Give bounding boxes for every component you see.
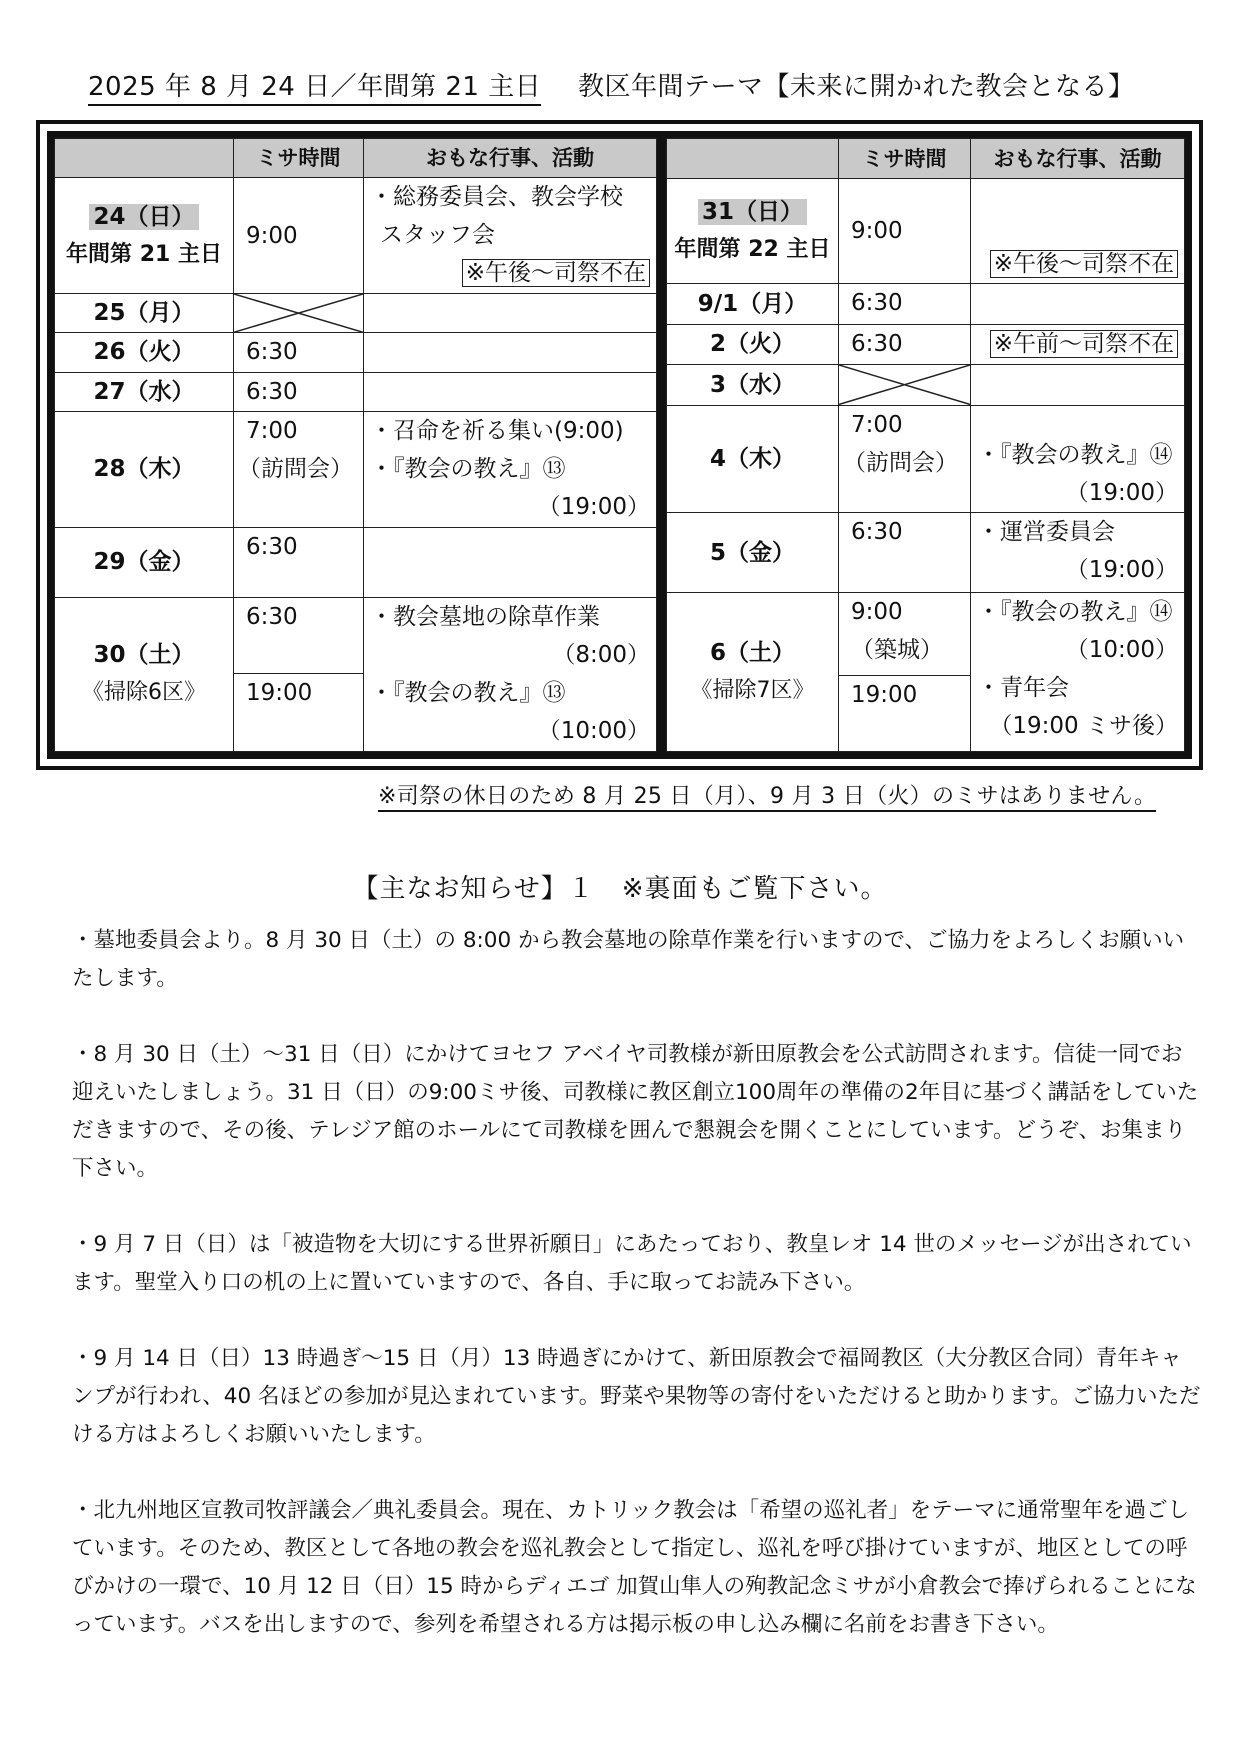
table-row	[55, 597, 657, 673]
table-row	[667, 284, 1185, 324]
priest-absent-notice: ※午後～司祭不在	[990, 250, 1178, 278]
day-cell: 31（日） 年間第 22 主日	[667, 179, 839, 284]
schedule-table-left	[54, 138, 657, 752]
notices-title: 【主なお知らせ】１ ※裏面もご覧下さい。	[352, 874, 888, 904]
header-mass-time: ミサ時間	[839, 139, 971, 179]
table-header-row	[55, 139, 657, 178]
day-cell: 28（木）	[55, 411, 234, 527]
table-row	[55, 178, 657, 294]
schedule-table-right	[666, 138, 1185, 752]
table-row	[667, 405, 1185, 513]
priest-absent-notice: ※午前～司祭不在	[990, 330, 1178, 358]
table-row	[55, 527, 657, 597]
schedule-week-right	[666, 138, 1185, 752]
mass-time: 6:30	[839, 324, 971, 364]
notice-item: ・8 月 30 日（土）～31 日（日）にかけてヨセフ アベイヤ司教様が新田原教会を公式訪問されます。信徒一同でお迎えいたしましょう。31 日（日）の9:00ミサ後、司教様に教区創立100周年の準備の2年目に基づく講話をしていただきますので、その後、テレジア館のホールにて司教様を囲んで懇親会を開くことにしています。どうぞ、お集まり下さい。	[72, 1042, 1199, 1181]
events-cell	[971, 179, 1185, 284]
day-cell: 25（月）	[55, 294, 234, 333]
notice-item: ・墓地委員会より。8 月 30 日（土）の 8:00 から教会墓地の除草作業を行いますので、ご協力をよろしくお願いいたします。	[72, 928, 1185, 991]
diocese-theme: 教区年間テーマ【未来に開かれた教会となる】	[578, 72, 1135, 102]
schedule-week-left	[54, 138, 657, 752]
day-cell: 26（火）	[55, 333, 234, 372]
header-events: おもな行事、活動	[971, 139, 1185, 179]
table-row	[55, 372, 657, 411]
mass-time: 6:30	[234, 333, 364, 372]
notice-item: ・北九州地区宣教司牧評議会／典礼委員会。現在、カトリック教会は「希望の巡礼者」をテーマに通常聖年を過ごしています。そのため、教区として各地の教会を巡礼教会として指定し、巡礼を呼び掛けていますが、地区としての呼びかけの一環で、10 月 12 日（日）15 時からディエゴ 加賀山隼人の殉教記念ミサが小倉教会で捧げられることになっています。バスを出しますので、参列を希望される方は掲示板の申し込み欄に名前をお書き下さい。	[72, 1498, 1197, 1637]
day-cell: 5（金）	[667, 513, 839, 593]
notices-list	[72, 922, 1202, 1682]
notice-item: ・9 月 14 日（日）13 時過ぎ～15 日（月）13 時過ぎにかけて、新田原教会で福岡教区（大分教区合同）青年キャンプが行われ、40 名ほどの参加が見込まれています。野菜や果物等の寄付をいただけると助かります。ご協力いただける方はよろしくお願いいたします。	[72, 1346, 1201, 1447]
mass-time: 7:00 （訪問会）	[839, 405, 971, 513]
mass-time: 6:30	[234, 597, 364, 673]
mass-time: 9:00 （築城）	[839, 593, 971, 676]
mass-time: 6:30	[234, 527, 364, 597]
day-cell: 9/1（月）	[667, 284, 839, 324]
bulletin-header	[88, 66, 1188, 106]
events-cell	[971, 324, 1185, 364]
events-cell	[364, 527, 657, 597]
header-events: おもな行事、活動	[364, 139, 657, 178]
holiday-note: ※司祭の休日のため 8 月 25 日（月）、9 月 3 日（火）のミサはありません。	[378, 779, 1156, 812]
no-mass-cross	[234, 294, 364, 333]
table-row	[667, 179, 1185, 284]
mass-time: 6:30	[839, 513, 971, 593]
table-row	[55, 333, 657, 372]
header-mass-time: ミサ時間	[234, 139, 364, 178]
mass-time: 6:30	[234, 372, 364, 411]
mass-time: 6:30	[839, 284, 971, 324]
mass-time: 19:00	[839, 676, 971, 752]
table-row	[55, 294, 657, 333]
table-row	[667, 513, 1185, 593]
events-cell	[971, 365, 1185, 405]
table-row	[667, 593, 1185, 676]
events-cell	[364, 294, 657, 333]
header-day	[667, 139, 839, 179]
events-cell: ・『教会の教え』⑭ （10:00） ・青年会 （19:00 ミサ後）	[971, 593, 1185, 752]
events-cell: ・総務委員会、教会学校 スタッフ会 ※午後～司祭不在	[364, 178, 657, 294]
events-cell: ・召命を祈る集い(9:00) ・『教会の教え』⑬ （19:00）	[364, 411, 657, 527]
mass-time: 9:00	[234, 178, 364, 294]
bulletin-date: 2025 年 8 月 24 日／年間第 21 主日	[88, 72, 541, 106]
day-cell: 24（日） 年間第 21 主日	[55, 178, 234, 294]
events-cell: ・運営委員会 （19:00）	[971, 513, 1185, 593]
events-cell: ・教会墓地の除草作業 （8:00） ・『教会の教え』⑬ （10:00）	[364, 597, 657, 751]
table-row	[667, 365, 1185, 405]
day-cell: 4（木）	[667, 405, 839, 513]
table-row	[55, 411, 657, 527]
table-row	[667, 324, 1185, 364]
events-cell: ・『教会の教え』⑭ （19:00）	[971, 405, 1185, 513]
mass-time: 19:00	[234, 673, 364, 751]
day-cell: 2（火）	[667, 324, 839, 364]
no-mass-cross	[839, 365, 971, 405]
events-cell	[971, 284, 1185, 324]
mass-time: 7:00 （訪問会）	[234, 411, 364, 527]
day-cell: 6（土） 《掃除7区》	[667, 593, 839, 752]
priest-absent-notice: ※午後～司祭不在	[462, 259, 650, 287]
day-cell: 30（土） 《掃除6区》	[55, 597, 234, 751]
events-cell	[364, 372, 657, 411]
day-cell: 29（金）	[55, 527, 234, 597]
notice-item: ・9 月 7 日（日）は「被造物を大切にする世界祈願日」にあたっており、教皇レオ 14 世のメッセージが出されています。聖堂入り口の机の上に置いていますので、各自、手に取ってお読み下さい。	[72, 1232, 1192, 1295]
mass-time: 9:00	[839, 179, 971, 284]
schedule-frame	[36, 120, 1203, 770]
day-cell: 27（水）	[55, 372, 234, 411]
table-header-row	[667, 139, 1185, 179]
header-day	[55, 139, 234, 178]
events-cell	[364, 333, 657, 372]
day-cell: 3（水）	[667, 365, 839, 405]
